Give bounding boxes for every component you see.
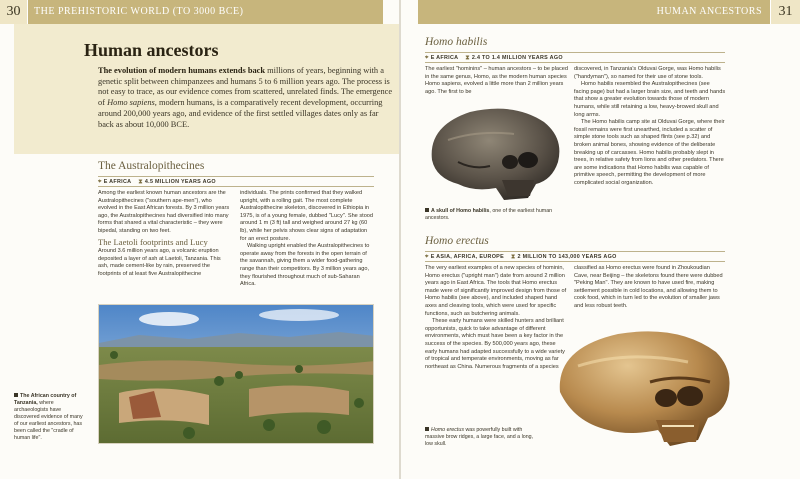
caption-bold: The African country of Tanzania, <box>14 393 77 406</box>
homo-habilis-skull-image <box>418 100 568 204</box>
hourglass-icon: ⧗ <box>510 254 516 260</box>
tanzania-landscape-photo <box>98 304 374 444</box>
homo-habilis-heading: Homo habilis <box>425 36 488 48</box>
landscape-image <box>99 305 374 444</box>
body-paragraph: The Homo habilis camp site at Olduvai Gorge, where their fossil remains were first unearthed, included a scatter of simple stone tools such as shaped flints (see p.32) and broken animal bones, showing evidence of the deliberate breaking up of carcasses. Homo habilis probably slept in trees, in relative safety from lions and other predators. There are some indications that Homo habilis was capable of primitive speech, permitting the development of more complicated social organization. <box>574 119 725 186</box>
body-paragraph: Walking upright enabled the Australopithecines to operate away from the forests in the open terrain of the savannah, giving them a wider food-gathering range than their competitors. By 3 million years ago, they flourished throughout much of sub-Saharan Africa. <box>240 243 370 288</box>
section-rule <box>425 251 725 252</box>
caption-text: , one of the earliest human ancestors. <box>425 208 553 221</box>
australopithecines-meta <box>98 179 216 186</box>
australopithecines-heading: The Australopithecines <box>98 160 205 172</box>
region-label: E AFRICA <box>430 55 459 61</box>
right-page-number: 31 <box>770 0 800 24</box>
laetoli-subheading: The Laetoli footprints and Lucy <box>98 236 208 247</box>
body-paragraph: individuals. The prints confirmed that they walked upright, with a rolling gait. The most complete Australopithecine skeleton, discovered in Ethiopia in 1975, is of a young female, dubbed "Lucy". She stood around 1 m (3 ft) tall and weighed around 27 kg (60 lb), while her pelvis shows clear signs of adaptation for an erect posture. <box>240 190 374 242</box>
homo-habilis-column-1 <box>425 66 568 96</box>
australopithecines-column-2 <box>240 190 374 289</box>
caption-italic: Homo erectus <box>431 427 464 433</box>
homo-habilis-column-2 <box>574 66 726 188</box>
homo-erectus-heading: Homo erectus <box>425 235 489 247</box>
left-header-band <box>0 0 383 24</box>
homo-erectus-column-2 <box>574 265 726 311</box>
tanzania-photo-caption <box>14 393 88 442</box>
book-gutter <box>399 0 401 479</box>
intro-paragraph <box>98 66 394 130</box>
intro-lead: The evolution of modern humans extends back <box>98 66 266 75</box>
right-header-band <box>418 0 800 24</box>
caption-marker-icon <box>14 393 18 397</box>
right-running-title: HUMAN ANCESTORS <box>656 6 762 17</box>
body-paragraph: Homo habilis resembled the Australopithecines (see facing page) but had a larger brain size, and teeth and hands that show a greater evolution towards those of modern humans, while still retaining a low, heavy-browed skull and long arms. <box>574 81 726 118</box>
body-paragraph: Among the earliest known human ancestors are the Australopithecines ("southern ape-men"), who evolved in the East African forests. By 3 million years ago, the Australopithecines had diversified into many forms that shared a vital characteristic – they were bipedal, standing on two feet. <box>98 190 230 234</box>
caption-bold: A skull of Homo habilis <box>431 208 490 214</box>
body-paragraph: The earliest "hominins" – human ancestors – to be placed in the same genus, Homo, as the modern human species Homo sapiens, evolved a little more than 2 million years ago. The first to be <box>425 66 568 95</box>
globe-icon: ⌖ <box>98 179 102 185</box>
globe-icon: ⌖ <box>425 254 429 260</box>
section-rule <box>98 186 374 187</box>
caption-marker-icon <box>425 427 429 431</box>
homo-erectus-caption <box>425 427 541 448</box>
caption-text: where archaeologists have discovered evidence of many of our earliest ancestors, has been called the "cradle of human life". <box>14 400 83 441</box>
dates-label: 2 MILLION TO 143,000 YEARS AGO <box>517 254 617 260</box>
homo-habilis-caption <box>425 208 555 222</box>
body-paragraph: These early humans were skilled hunters and brilliant opportunists, quick to take advantage of different environments, which must have been a key factor in the success of the species. By 500,000 years ago, these early humans had adapted successfully to a wide variety of tropical and temperate environments, moving as far northeast as China. Numerous fragments of a species <box>425 318 565 370</box>
intro-text-end: , modern humans, is a comparatively recent development, occurring around 200,000 years ago, and evidence of the first settled villages dates only as far back as about 10,000 BCE. <box>98 98 383 129</box>
section-rule <box>425 261 725 262</box>
homo-erectus-meta <box>425 254 617 261</box>
australopithecines-column-1 <box>98 190 232 279</box>
region-label: E AFRICA <box>103 179 132 185</box>
homo-erectus-skull-image <box>538 322 738 456</box>
body-paragraph: classified as Homo erectus were found in Zhoukoudian Cave, near Beijing – the skeletons found there were dubbed "Peking Man". They are known to have used fire, making settlement possible in cold locations, and allowing them to cook food, which in turn led to the evolution of smaller jaws and less robust teeth. <box>574 265 723 309</box>
hourglass-icon: ⧗ <box>465 55 470 61</box>
dates-label: 4.5 MILLION YEARS AGO <box>144 179 216 185</box>
section-rule <box>425 52 725 53</box>
intro-italic: Homo sapiens <box>107 98 155 108</box>
homo-habilis-meta <box>425 55 563 62</box>
region-label: E ASIA, AFRICA, EUROPE <box>430 254 504 260</box>
caption-text: was powerfully built with massive brow ridges, a large face, and a long, low skull. <box>425 427 534 447</box>
body-paragraph: discovered, in Tanzania's Olduvai Gorge, was Homo habilis ("handyman"), so named for their use of stone tools. <box>574 66 721 80</box>
left-running-title: THE PREHISTORIC WORLD (TO 3000 BCE) <box>34 6 244 17</box>
globe-icon: ⌖ <box>425 55 429 61</box>
caption-marker-icon <box>425 208 429 212</box>
left-page-number: 30 <box>0 0 28 24</box>
body-paragraph: Around 3.6 million years ago, a volcanic eruption deposited a layer of ash at Laetoli, Tanzania. This ash, made cement-like by rain, preserved the footprints of at least five Australopithecine <box>98 248 221 277</box>
page-title: Human ancestors <box>84 40 219 60</box>
intro-text: millions of years, beginning with a genetic split between chimpanzees and humans 5 to 6 million years ago. The process is not easy to trace, as our evidence comes from scattered, unrelated finds. The emergence of <box>98 66 393 108</box>
body-paragraph: The very earliest examples of a new species of hominin, Homo erectus ("upright man") date from around 2 million years ago in East Africa. The tools that Homo erectus made were of significantly improved design from those of Homo habilis (see above), and included shaped hand axes and cleaving tools, which were used for specific functions, such as butchering animals. <box>425 265 567 317</box>
hourglass-icon: ⧗ <box>138 179 143 185</box>
section-rule <box>425 62 725 63</box>
dates-label: 2.4 TO 1.4 MILLION YEARS AGO <box>471 55 563 61</box>
section-rule <box>98 176 374 177</box>
